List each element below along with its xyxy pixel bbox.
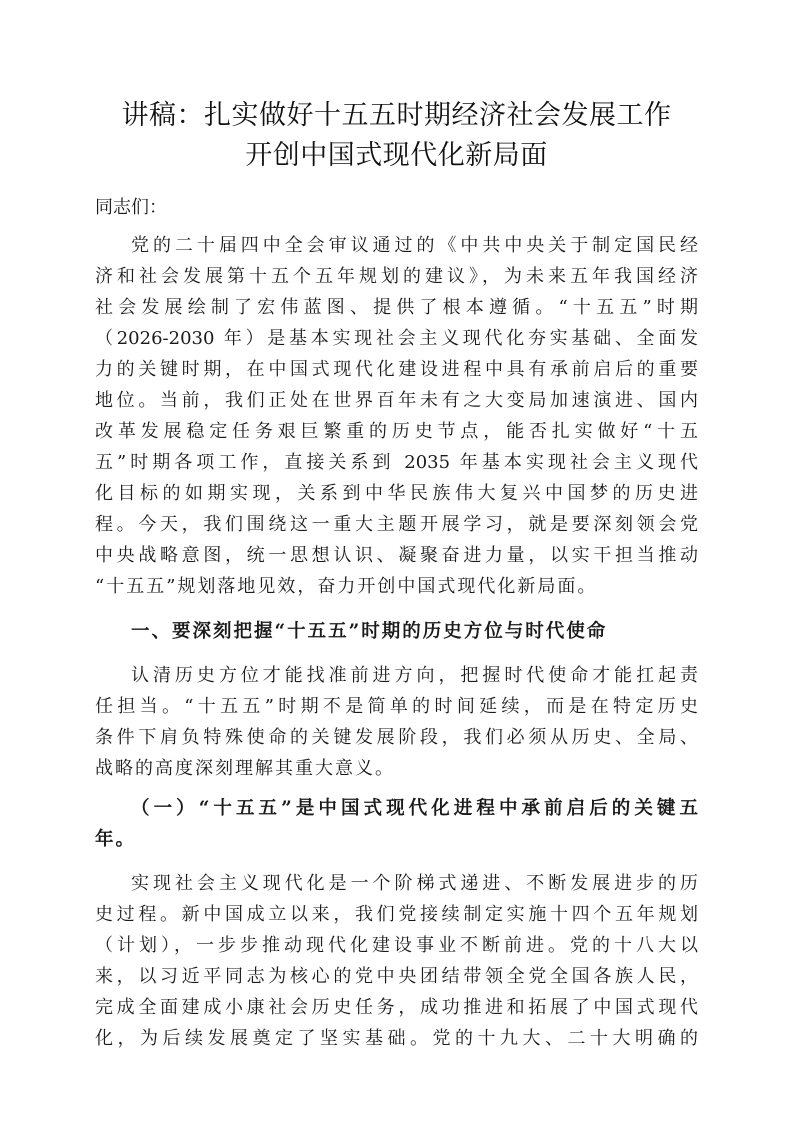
paragraph-line: 化，为后续发展奠定了坚实基础。党的十九大、二十大明确的 <box>95 1028 698 1049</box>
paragraph-line: 来，以习近平同志为核心的党中央团结带领全党全国各族人民， <box>95 966 698 987</box>
paragraph-line: 条件下肩负特殊使命的关键发展阶段，我们必须从历史、全局、 <box>95 727 698 748</box>
paragraph-2 <box>95 660 698 784</box>
paragraph-line: 力的关键时期，在中国式现代化建设进程中具有承前启后的重要 <box>95 359 698 380</box>
subsection-heading-line: （一）“十五五”是中国式现代化进程中承前启后的关键五 <box>131 798 698 819</box>
paragraph-line: 地位。当前，我们正处在世界百年未有之大变局加速演进、国内 <box>95 390 698 411</box>
paragraph-line: 济和社会发展第十五个五年规划的建议》，为未来五年我国经济 <box>95 266 698 287</box>
document-title-line-2: 开创中国式现代化新局面 <box>245 140 548 171</box>
paragraph-line: 改革发展稳定任务艰巨繁重的历史节点，能否扎实做好“十五 <box>95 421 698 442</box>
paragraph-line: 社会发展绘制了宏伟蓝图、提供了根本遵循。“十五五”时期 <box>95 297 698 318</box>
paragraph-line: 中央战略意图，统一思想认识、凝聚奋进力量，以实干担当推动 <box>95 545 698 566</box>
document-title-line-1: 讲稿：扎实做好十五五时期经济社会发展工作 <box>121 100 672 131</box>
paragraph-line: 史过程。新中国成立以来，我们党接续制定实施十四个五年规划 <box>95 904 698 925</box>
salutation: 同志们： <box>95 197 167 218</box>
paragraph-line: 任担当。“十五五”时期不是简单的时间延续，而是在特定历史 <box>95 696 698 717</box>
paragraph-line: （2026-2030 年）是基本实现社会主义现代化夯实基础、全面发 <box>95 328 698 349</box>
paragraph-3 <box>95 868 698 1054</box>
subsection-heading-line: 年。 <box>95 829 137 850</box>
paragraph-line: 党的二十届四中全会审议通过的《中共中央关于制定国民经 <box>131 235 698 256</box>
paragraph-line: （计划），一步步推动现代化建设事业不断前进。党的十八大以 <box>95 935 698 956</box>
paragraph-line: “十五五”规划落地见效，奋力开创中国式现代化新局面。 <box>95 576 598 597</box>
paragraph-line: 完成全面建成小康社会历史任务，成功推进和拓展了中国式现代 <box>95 997 698 1018</box>
paragraph-line: 认清历史方位才能找准前进方向，把握时代使命才能扛起责 <box>131 665 698 686</box>
paragraph-line: 五”时期各项工作，直接关系到 2035 年基本实现社会主义现代 <box>95 452 698 473</box>
subsection-heading-1 <box>95 793 698 855</box>
paragraph-line: 化目标的如期实现，关系到中华民族伟大复兴中国梦的历史进 <box>95 483 698 504</box>
section-heading-text: 一、要深刻把握“十五五”时期的历史方位与时代使命 <box>131 621 608 642</box>
paragraph-line: 程。今天，我们围绕这一重大主题开展学习，就是要深刻领会党 <box>95 514 698 535</box>
paragraph-line: 实现社会主义现代化是一个阶梯式递进、不断发展进步的历 <box>131 873 698 894</box>
paragraph-line: 战略的高度深刻理解其重大意义。 <box>95 758 395 779</box>
paragraph-1 <box>95 230 698 602</box>
section-heading-1 <box>95 616 698 647</box>
